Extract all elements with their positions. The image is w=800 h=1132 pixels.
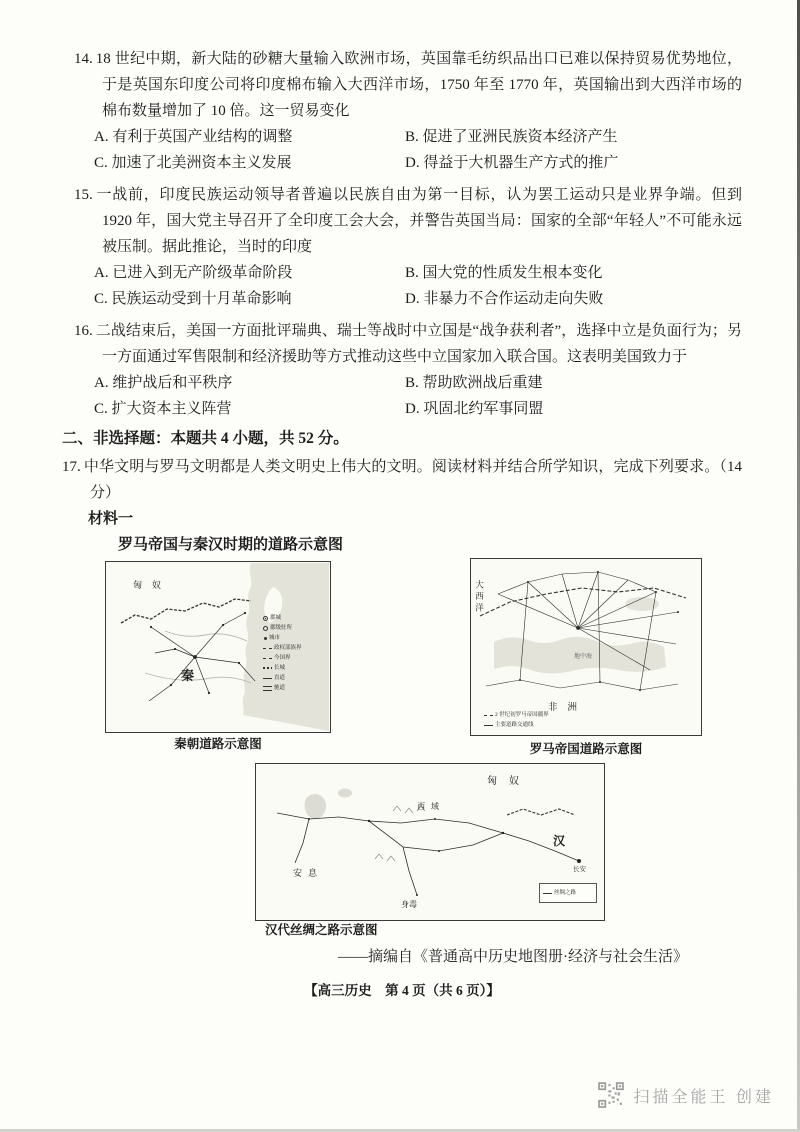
question-15-stem [74,182,742,260]
source-attribution: ——摘编自《普通高中历史地图册·经济与社会生活》 [338,949,688,965]
option-b: B. 国大党的性质发生根本变化 [405,265,603,281]
map-label-shendu: 身毒 [401,900,417,909]
question-number: 16. [74,323,93,339]
option-d: D. 非暴力不合作运动走向失败 [405,291,604,307]
city-symbol [264,637,267,640]
option-c: C. 民族运动受到十月革命影响 [94,291,292,307]
material-one-label: 材料一 [88,511,134,527]
question-text: 一战前，印度民族运动领导者普遍以民族自由为第一目标，认为罢工运动只是业界争端。但到 1920 年，国大党主导召开了全印度工会大会，并警告英国当局：国家的全部“年轻人”不可能永远被压制。据此推论，当时的印度 [95,187,742,255]
option-c: C. 加速了北美洲资本主义发展 [94,155,292,171]
question-17-stem [62,454,742,506]
option-row [94,370,742,396]
map-label-mediterranean: 地中海 [574,654,593,660]
map-label-xiyu: 西域 [417,802,445,811]
regime-border-symbol [263,648,272,649]
page-footer: 【高三历史 第 4 页（共 6 页）】 [304,983,500,998]
empire-border-symbol [484,715,493,716]
option-b: B. 促进了亚洲民族资本经济产生 [405,129,618,145]
maps-figure [62,558,742,942]
main-road-symbol [484,725,493,726]
legend-item: 长城 [263,663,327,673]
question-15 [74,182,742,312]
map-label-atlantic: 大西洋 [474,580,485,615]
legend-item: 驰道 [263,683,327,693]
legend-item: 主要道路交通线 [484,720,574,730]
qin-map [105,561,331,733]
legend-item: 直道 [263,673,327,683]
straight-road-symbol [263,678,272,679]
map-label-qin: 秦 [181,668,195,683]
figure-title: 罗马帝国与秦汉时期的道路示意图 [118,537,344,553]
question-16 [74,318,742,422]
option-row [94,150,742,176]
question-14-stem [74,46,742,124]
option-row [94,124,742,150]
qin-map-legend [263,613,327,693]
section-header: 二、非选择题：本题共 4 小题，共 52 分。 [62,430,349,447]
watermark-text: 扫描全能王 创建 [633,1088,774,1106]
question-14 [74,46,742,176]
modern-border-symbol [263,658,272,659]
option-a: A. 已进入到无产阶级革命阶段 [94,265,293,281]
legend-item: 今国界 [263,653,327,663]
legend-item: 城市 [263,633,327,643]
option-b: B. 帮助欧洲战后重建 [405,375,543,391]
garrison-symbol [263,626,268,631]
silkroad-map [255,763,605,921]
question-text: 18 世纪中期，新大陆的砂糖大量输入欧洲市场，英国靠毛纺织品出口已难以保持贸易优势地位，于是英国东印度公司将印度棉布输入大西洋市场，1750 年至 1770 年，英国输出到大西洋市场的棉布数量增加了 10 倍。这一贸易变化 [95,51,742,119]
question-17 [62,454,742,506]
silk-road-symbol [543,893,552,894]
map-label-xiongnu: 匈奴 [487,776,531,787]
map-label-xiongnu: 匈奴 [133,580,172,590]
silkroad-legend [539,883,597,903]
map-label-anxi: 安息 [293,868,324,878]
option-a: A. 维护战后和平秩序 [94,375,233,391]
option-d: D. 得益于大机器生产方式的推广 [405,155,619,171]
option-row [94,396,742,422]
silkroad-map-caption: 汉代丝绸之路示意图 [265,923,378,937]
roman-map-caption: 罗马帝国道路示意图 [529,742,643,756]
map-label-changan: 长安 [573,866,586,873]
option-c: C. 扩大资本主义阵营 [94,401,232,417]
town-symbol [263,616,268,621]
great-wall-symbol [263,667,272,669]
question-16-stem [74,318,742,370]
question-15-options [94,260,742,312]
qin-map-caption: 秦朝道路示意图 [174,737,262,751]
map-label-han: 汉 [553,834,566,848]
scanner-watermark [598,1082,774,1108]
legend-item: 政权部族界 [263,643,327,653]
roman-map-legend [484,710,574,730]
legend-item: 丝绸之路 [543,888,576,898]
question-16-options [94,370,742,422]
option-d: D. 巩固北约军事同盟 [405,401,544,417]
option-row [94,286,742,312]
map-label-africa: 非洲 [548,703,588,713]
legend-item: 郡级驻所 [263,623,327,633]
question-text: 二战结束后，美国一方面批评瑞典、瑞士等战时中立国是“战争获利者”，选择中立是负面行为；另一方面通过军售限制和经济援助等方式推动这些中立国家加入联合国。这表明美国致力于 [95,323,742,365]
question-number: 15. [74,187,93,203]
option-a: A. 有利于英国产业结构的调整 [94,129,293,145]
roman-map [470,558,702,736]
imperial-road-symbol [263,686,272,691]
legend-item: 2 世纪初罗马帝国疆界 [484,710,574,720]
question-text: 中华文明与罗马文明都是人类文明史上伟大的文明。阅读材料并结合所学知识，完成下列要求。（14 分） [83,459,742,501]
legend-item: 郡城 [263,613,327,623]
qr-code-icon [598,1082,624,1108]
question-number: 17. [62,459,81,475]
question-number: 14. [74,51,93,67]
question-14-options [94,124,742,176]
option-row [94,260,742,286]
